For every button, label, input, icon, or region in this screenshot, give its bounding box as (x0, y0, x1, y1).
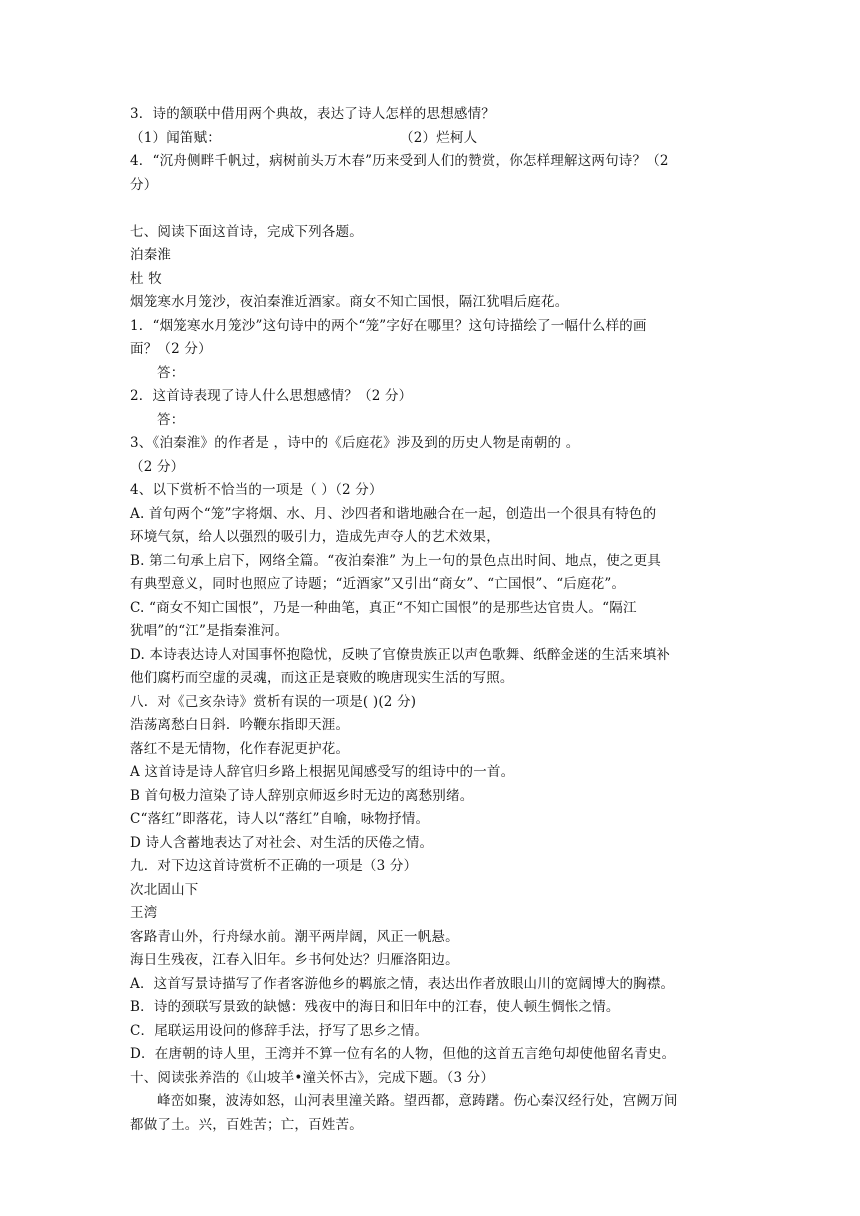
section-7-q3: 3、《泊秦淮》的作者是 ，诗中的《后庭花》涉及到的历史人物是南朝的 。 (130, 435, 580, 451)
section-9-heading: 九．对下边这首诗赏析不正确的一项是（3 分） (130, 858, 418, 874)
poem-text: 峰峦如聚，波涛如怒，山河表里潼关路。望西都，意踌躇。伤心秦汉经行处，宫阙万间 (157, 1093, 678, 1109)
option-b: B 首句极力渲染了诗人辞别京师返乡时无边的离愁别绪。 (130, 787, 474, 804)
question-4-cont: 分） (130, 176, 158, 193)
option-c: C. “商女不知亡国恨”，乃是一种曲笔，真正“不知亡国恨”的是那些达官贵人。“隔江 (130, 599, 637, 616)
section-10-heading: 十、阅读张养浩的《山坡羊•潼关怀古》，完成下题。（3 分） (130, 1069, 495, 1086)
section-7-heading: 七、阅读下面这首诗，完成下列各题。 (130, 223, 363, 240)
question-3: 3．诗的颔联中借用两个典故，表达了诗人怎样的思想感情？ (130, 106, 495, 122)
option-d: D. 本诗表达诗人对国事怀抱隐忧，反映了官僚贵族正以声色歌舞、纸醉金迷的生活来填补 (130, 646, 671, 663)
poem-line: 浩荡离愁白日斜．吟鞭东指即天涯。 (130, 717, 350, 733)
section-8-heading: 八．对《己亥杂诗》赏析有误的一项是( )(2 分) (130, 693, 417, 710)
option-a: A. 首句两个“笼”字将烟、水、月、沙四者和谐地融合在一起，创造出一个很具有特色的 (130, 505, 657, 522)
poem-line: 落红不是无情物，化作春泥更护花。 (130, 740, 350, 757)
answer-label: 答： (157, 411, 185, 428)
option-d-cont: 他们腐朽而空虚的灵魂，而这正是衰败的晚唐现实生活的写照。 (130, 670, 514, 686)
option-b: B. 第二句承上启下，网络全篇。“夜泊秦淮” 为上一句的景色点出时间、地点，使之更具 (130, 552, 661, 569)
option-a: A 这首诗是诗人辞官归乡路上根据见闻感受写的组诗中的一首。 (130, 764, 515, 780)
option-c: C“落红”即落花，诗人以“落红”自喻，咏物抒情。 (130, 811, 430, 827)
document-page (130, 103, 740, 1137)
section-7-q2: 2．这首诗表现了诗人什么思想感情？（2 分） (130, 388, 413, 404)
section-7-q4: 4、以下赏析不恰当的一项是（ ）（2 分） (130, 482, 383, 498)
option-a-cont: 环境气氛，给人以强烈的吸引力，造成先声夺人的艺术效果， (130, 529, 500, 545)
poem-text: 烟笼寒水月笼沙，夜泊秦淮近酒家。商女不知亡国恨，隔江犹唱后庭花。 (130, 294, 569, 310)
section-7-q1-cont: 面？（2 分） (130, 341, 212, 357)
poem-line: 客路青山外，行舟绿水前。潮平两岸阔，风正一帆悬。 (130, 928, 459, 945)
option-b-cont: 有典型意义，同时也照应了诗题；“近酒家”又引出“商女”、“亡国恨”、“后庭花”。 (130, 576, 626, 592)
option-c-cont: 犹唱”的“江”是指秦淮河。 (130, 623, 289, 639)
option-d: D 诗人含蓄地表达了对社会、对生活的厌倦之情。 (130, 834, 434, 851)
poem-title: 泊秦淮 (130, 247, 172, 263)
poem-title: 次北固山下 (130, 881, 199, 898)
option-1-label: （1）闻笛赋： (130, 129, 221, 146)
poem-author: 王湾 (130, 905, 158, 921)
spacer (130, 197, 740, 221)
option-2-label: （2）烂柯人 (400, 129, 478, 146)
poem-text-cont: 都做了土。兴，百姓苦；亡，百姓苦。 (130, 1116, 363, 1133)
option-a: A．这首写景诗描写了作者客游他乡的羁旅之情，表达出作者放眼山川的宽阔博大的胸襟。 (130, 975, 675, 992)
poem-line: 海日生残夜，江春入旧年。乡书何处达？归雁洛阳边。 (130, 952, 459, 968)
option-c: C．尾联运用设问的修辞手法，抒写了思乡之情。 (130, 1022, 429, 1039)
question-4: 4．“沉舟侧畔千帆过，病树前头万木春”历来受到人们的赞赏，你怎样理解这两句诗？（2 (130, 153, 669, 169)
section-7-q3-cont: （2 分） (130, 458, 185, 475)
option-b: B．诗的颈联写景致的缺憾：残夜中的海日和旧年中的江春，使人顿生惆怅之情。 (130, 999, 620, 1015)
section-7-q1: 1．“烟笼寒水月笼沙”这句诗中的两个“笼”字好在哪里？这句诗描绘了一幅什么样的画 (130, 317, 647, 334)
question-3-options (130, 127, 740, 151)
answer-label: 答： (157, 364, 185, 381)
option-d: D．在唐朝的诗人里，王湾并不算一位有名的人物，但他的这首五言绝句却使他留名青史。 (130, 1046, 676, 1062)
poem-author: 杜 牧 (130, 270, 162, 287)
